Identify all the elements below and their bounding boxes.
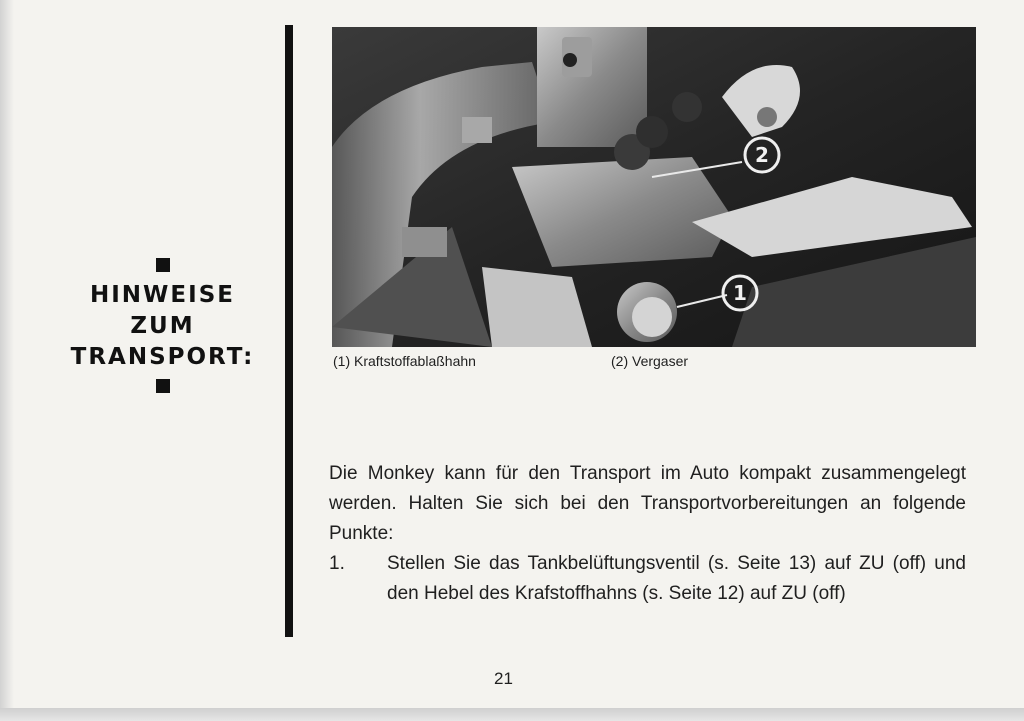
list-item-text: Stellen Sie das Tankbelüftungsventil (s. Seite 13) auf ZU (off) und den Hebel des Krafstoffhahns (s. Seite 12) auf ZU (off) (387, 553, 966, 604)
intro-paragraph: Die Monkey kann für den Transport im Auto kompakt zusammengelegt werden. Halten Sie sich bei den Transportvorbereitungen an folgende Punkte: (329, 463, 966, 544)
section-heading (40, 258, 285, 393)
page-number: 21 (494, 669, 513, 688)
callout-1-label: 1 (733, 281, 747, 305)
page-bottom-edge (0, 708, 1024, 721)
callout-2-label: 2 (755, 143, 769, 167)
page-gutter-shadow (0, 0, 14, 721)
list-item-number: 1. (329, 553, 345, 574)
vertical-divider (285, 25, 293, 637)
photo-illustration (332, 27, 976, 347)
body-text (329, 459, 966, 609)
heading-line-2: ZUM (130, 313, 195, 339)
list-item (329, 549, 966, 609)
heading-line-3: TRANSPORT: (70, 344, 255, 370)
heading-line-1: HINWEISE (90, 282, 235, 308)
square-bullet-icon (156, 258, 170, 272)
caption-drain-valve: (1) Kraftstoffablaßhahn (333, 353, 476, 369)
heading-text (40, 280, 285, 373)
carburetor-photo (332, 27, 976, 347)
caption-carburetor: (2) Vergaser (611, 353, 689, 369)
square-bullet-icon (156, 379, 170, 393)
